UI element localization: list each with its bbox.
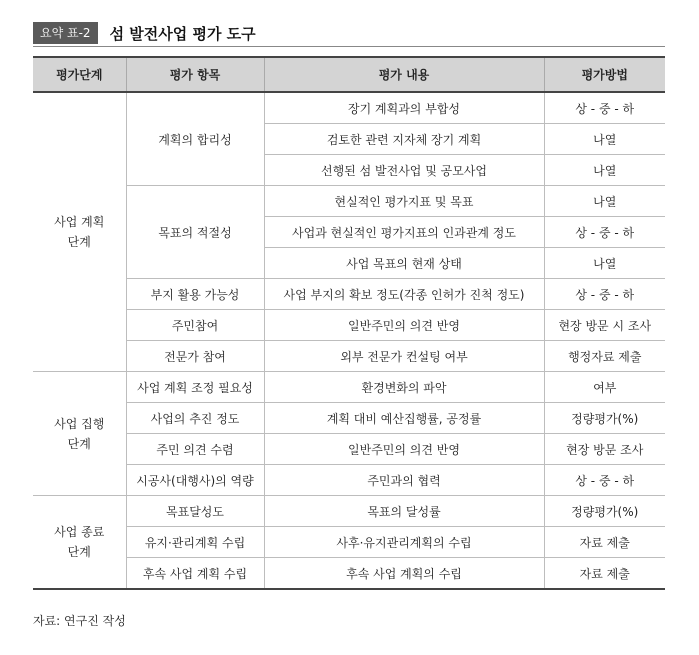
table-row [33, 310, 665, 341]
table-row [33, 558, 665, 590]
table-row [33, 403, 665, 434]
method-cell: 현장 방문 조사 [544, 434, 665, 465]
item-cell: 전문가 참여 [126, 341, 264, 372]
table-row [33, 341, 665, 372]
method-cell: 나열 [544, 186, 665, 217]
method-cell: 현장 방문 시 조사 [544, 310, 665, 341]
content-cell: 사업 목표의 현재 상태 [264, 248, 544, 279]
title-row [33, 22, 256, 44]
method-cell: 자료 제출 [544, 527, 665, 558]
item-cell: 사업 계획 조정 필요성 [126, 372, 264, 403]
table-tag: 요약 표-2 [33, 22, 98, 44]
method-cell: 상 - 중 - 하 [544, 217, 665, 248]
stage-label: 사업 집행 [54, 416, 105, 431]
method-cell: 정량평가(%) [544, 496, 665, 527]
col-header-item: 평가 항목 [126, 57, 264, 92]
method-cell: 나열 [544, 124, 665, 155]
content-cell: 환경변화의 파악 [264, 372, 544, 403]
method-cell: 나열 [544, 248, 665, 279]
title-rule [33, 46, 665, 47]
table-row [33, 186, 665, 217]
content-cell: 사후·유지관리계획의 수립 [264, 527, 544, 558]
stage-cell [33, 496, 126, 590]
item-cell: 유지·관리계획 수립 [126, 527, 264, 558]
method-cell: 상 - 중 - 하 [544, 465, 665, 496]
method-cell: 상 - 중 - 하 [544, 92, 665, 124]
content-cell: 사업과 현실적인 평가지표의 인과관계 정도 [264, 217, 544, 248]
table-row [33, 465, 665, 496]
content-cell: 장기 계획과의 부합성 [264, 92, 544, 124]
method-cell: 행정자료 제출 [544, 341, 665, 372]
item-cell: 주민 의견 수렴 [126, 434, 264, 465]
stage-label: 사업 종료 [54, 525, 105, 539]
col-header-method: 평가방법 [544, 57, 665, 92]
content-cell: 목표의 달성률 [264, 496, 544, 527]
table-header-row [33, 57, 665, 92]
table-row [33, 496, 665, 527]
item-cell: 부지 활용 가능성 [126, 279, 264, 310]
source-note: 자료: 연구진 작성 [33, 614, 126, 628]
table-title: 섬 발전사업 평가 도구 [109, 24, 256, 43]
content-cell: 일반주민의 의견 반영 [264, 310, 544, 341]
stage-label: 단계 [67, 235, 91, 249]
col-header-content: 평가 내용 [264, 57, 544, 92]
method-cell: 자료 제출 [544, 558, 665, 590]
item-cell: 목표달성도 [126, 496, 264, 527]
item-cell: 목표의 적절성 [126, 186, 264, 279]
col-header-stage: 평가단계 [33, 57, 126, 92]
content-cell: 사업 부지의 확보 정도(각종 인허가 진척 정도) [264, 279, 544, 310]
table-row [33, 434, 665, 465]
stage-label: 사업 계획 [54, 215, 105, 229]
evaluation-table [33, 56, 665, 590]
table-row [33, 372, 665, 403]
stage-label: 단계 [67, 436, 91, 451]
stage-cell [33, 372, 126, 496]
method-cell: 정량평가(%) [544, 403, 665, 434]
content-cell: 후속 사업 계획의 수립 [264, 558, 544, 590]
content-cell: 주민과의 협력 [264, 465, 544, 496]
stage-cell [33, 92, 126, 372]
method-cell: 상 - 중 - 하 [544, 279, 665, 310]
method-cell: 나열 [544, 155, 665, 186]
table-row [33, 527, 665, 558]
item-cell: 계획의 합리성 [126, 92, 264, 186]
content-cell: 검토한 관련 지자체 장기 계획 [264, 124, 544, 155]
table-row [33, 279, 665, 310]
stage-label: 단계 [67, 545, 91, 559]
method-cell: 여부 [544, 372, 665, 403]
content-cell: 계획 대비 예산집행률, 공정률 [264, 403, 544, 434]
table-row [33, 92, 665, 124]
content-cell: 외부 전문가 컨설팅 여부 [264, 341, 544, 372]
item-cell: 사업의 추진 정도 [126, 403, 264, 434]
content-cell: 현실적인 평가지표 및 목표 [264, 186, 544, 217]
content-cell: 선행된 섬 발전사업 및 공모사업 [264, 155, 544, 186]
item-cell: 시공사(대행사)의 역량 [126, 465, 264, 496]
item-cell: 후속 사업 계획 수립 [126, 558, 264, 590]
item-cell: 주민참여 [126, 310, 264, 341]
content-cell: 일반주민의 의견 반영 [264, 434, 544, 465]
